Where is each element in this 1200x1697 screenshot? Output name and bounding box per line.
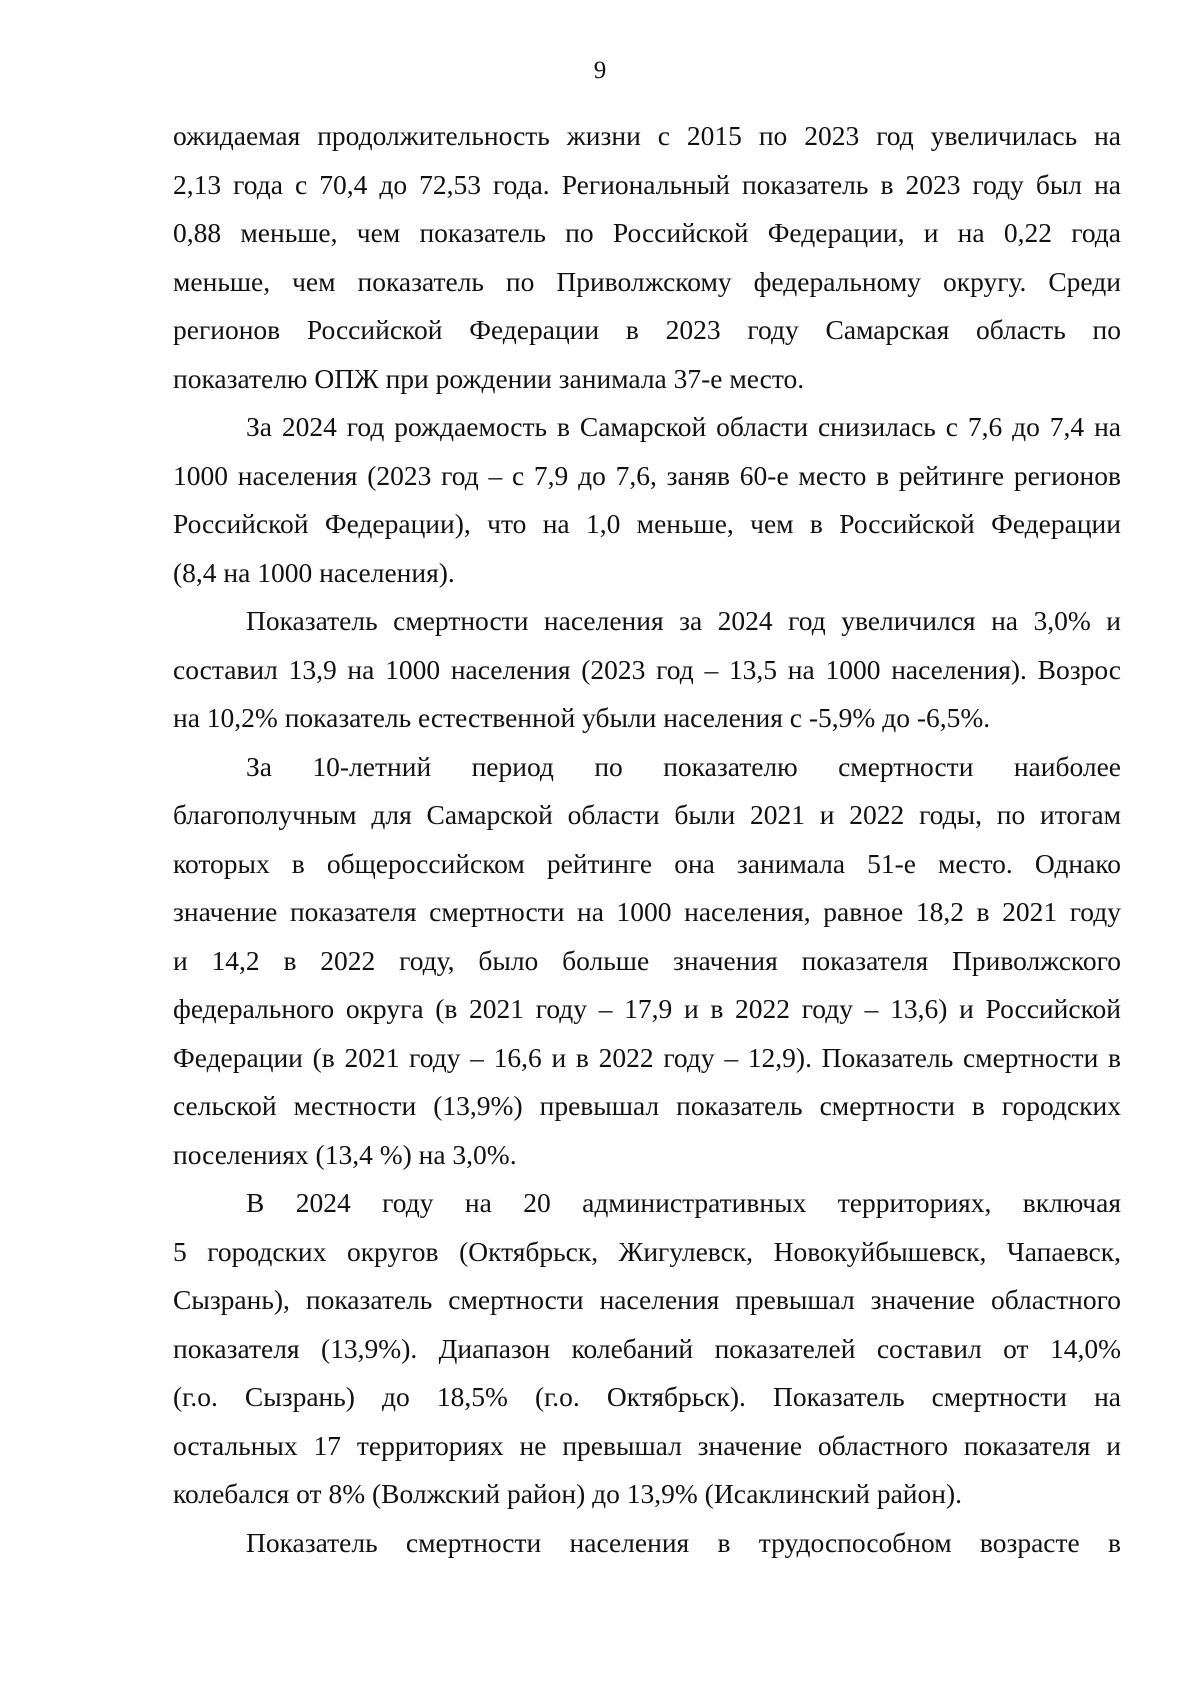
text-line: регионов Российской Федерации в 2023 году Самарская область по xyxy=(173,314,1121,345)
text-line: Показатель смертности населения в трудоспособном возрасте в xyxy=(246,1526,1121,1558)
text-line: остальных 17 территориях не превышал значение областного показателя и xyxy=(173,1429,1121,1461)
text-line: (г.о. Сызрань) до 18,5% (г.о. Октябрьск). Показатель смертности на xyxy=(173,1381,1121,1412)
text-line: В 2024 году на 20 административных территориях, включая xyxy=(246,1187,1121,1218)
text-line: Федерации (в 2021 году – 16,6 и в 2022 году – 12,9). Показатель смертности в xyxy=(173,1041,1121,1073)
paragraph xyxy=(173,112,1121,403)
text-line: федерального округа (в 2021 году – 17,9 и в 2022 году – 13,6) и Российской xyxy=(173,993,1121,1024)
paragraph xyxy=(173,1519,1121,1568)
text-line: на 10,2% показатель естественной убыли населения с -5,9% до -6,5%. xyxy=(173,702,991,733)
text-line: За 10-летний период по показателю смертности наиболее xyxy=(246,750,1121,782)
page-number: 9 xyxy=(593,57,607,84)
text-line: 5 городских округов (Октябрьск, Жигулевск, Новокуйбышевск, Чапаевск, xyxy=(173,1235,1121,1267)
text-line: (8,4 на 1000 населения). xyxy=(173,556,455,588)
text-line: сельской местности (13,9%) превышал показатель смертности в городских xyxy=(173,1090,1121,1121)
text-line: 2,13 года с 70,4 до 72,53 года. Региональный показатель в 2023 году был на xyxy=(173,168,1121,200)
text-line: колебался от 8% (Волжский район) до 13,9% (Исаклинский район). xyxy=(173,1478,963,1509)
paragraph xyxy=(173,743,1121,1180)
document-body xyxy=(173,112,1121,1567)
text-line: 0,88 меньше, чем показатель по Российской Федерации, и на 0,22 года xyxy=(173,217,1121,248)
text-line: Сызрань), показатель смертности населения превышал значение областного xyxy=(173,1284,1121,1315)
paragraph xyxy=(173,403,1121,597)
text-line: 1000 населения (2023 год – с 7,9 до 7,6, заняв 60-е место в рейтинге регионов xyxy=(173,459,1121,491)
text-line: показателя (13,9%). Диапазон колебаний показателей составил от 14,0% xyxy=(173,1332,1121,1364)
text-line: поселениях (13,4 %) на 3,0%. xyxy=(173,1138,517,1170)
text-line: значение показателя смертности на 1000 населения, равное 18,2 в 2021 году xyxy=(173,896,1121,927)
paragraph xyxy=(173,1179,1121,1519)
text-line: Российской Федерации), что на 1,0 меньше, чем в Российской Федерации xyxy=(173,508,1121,539)
text-line: и 14,2 в 2022 году, было больше значения показателя Приволжского xyxy=(173,944,1121,976)
text-line: меньше, чем показатель по Приволжскому федеральному округу. Среди xyxy=(173,265,1121,297)
text-line: ожидаемая продолжительность жизни с 2015 по 2023 год увеличилась на xyxy=(173,120,1121,151)
text-line: Показатель смертности населения за 2024 год увеличился на 3,0% и xyxy=(246,605,1121,636)
text-line: За 2024 год рождаемость в Самарской области снизилась с 7,6 до 7,4 на xyxy=(246,411,1121,442)
text-line: которых в общероссийском рейтинге она занимала 51-е место. Однако xyxy=(173,847,1121,879)
text-line: благополучным для Самарской области были 2021 и 2022 годы, по итогам xyxy=(173,799,1121,830)
paragraph xyxy=(173,597,1121,743)
text-line: показателю ОПЖ при рождении занимала 37-е место. xyxy=(173,362,805,394)
text-line: составил 13,9 на 1000 населения (2023 год – 13,5 на 1000 населения). Возрос xyxy=(173,653,1121,685)
